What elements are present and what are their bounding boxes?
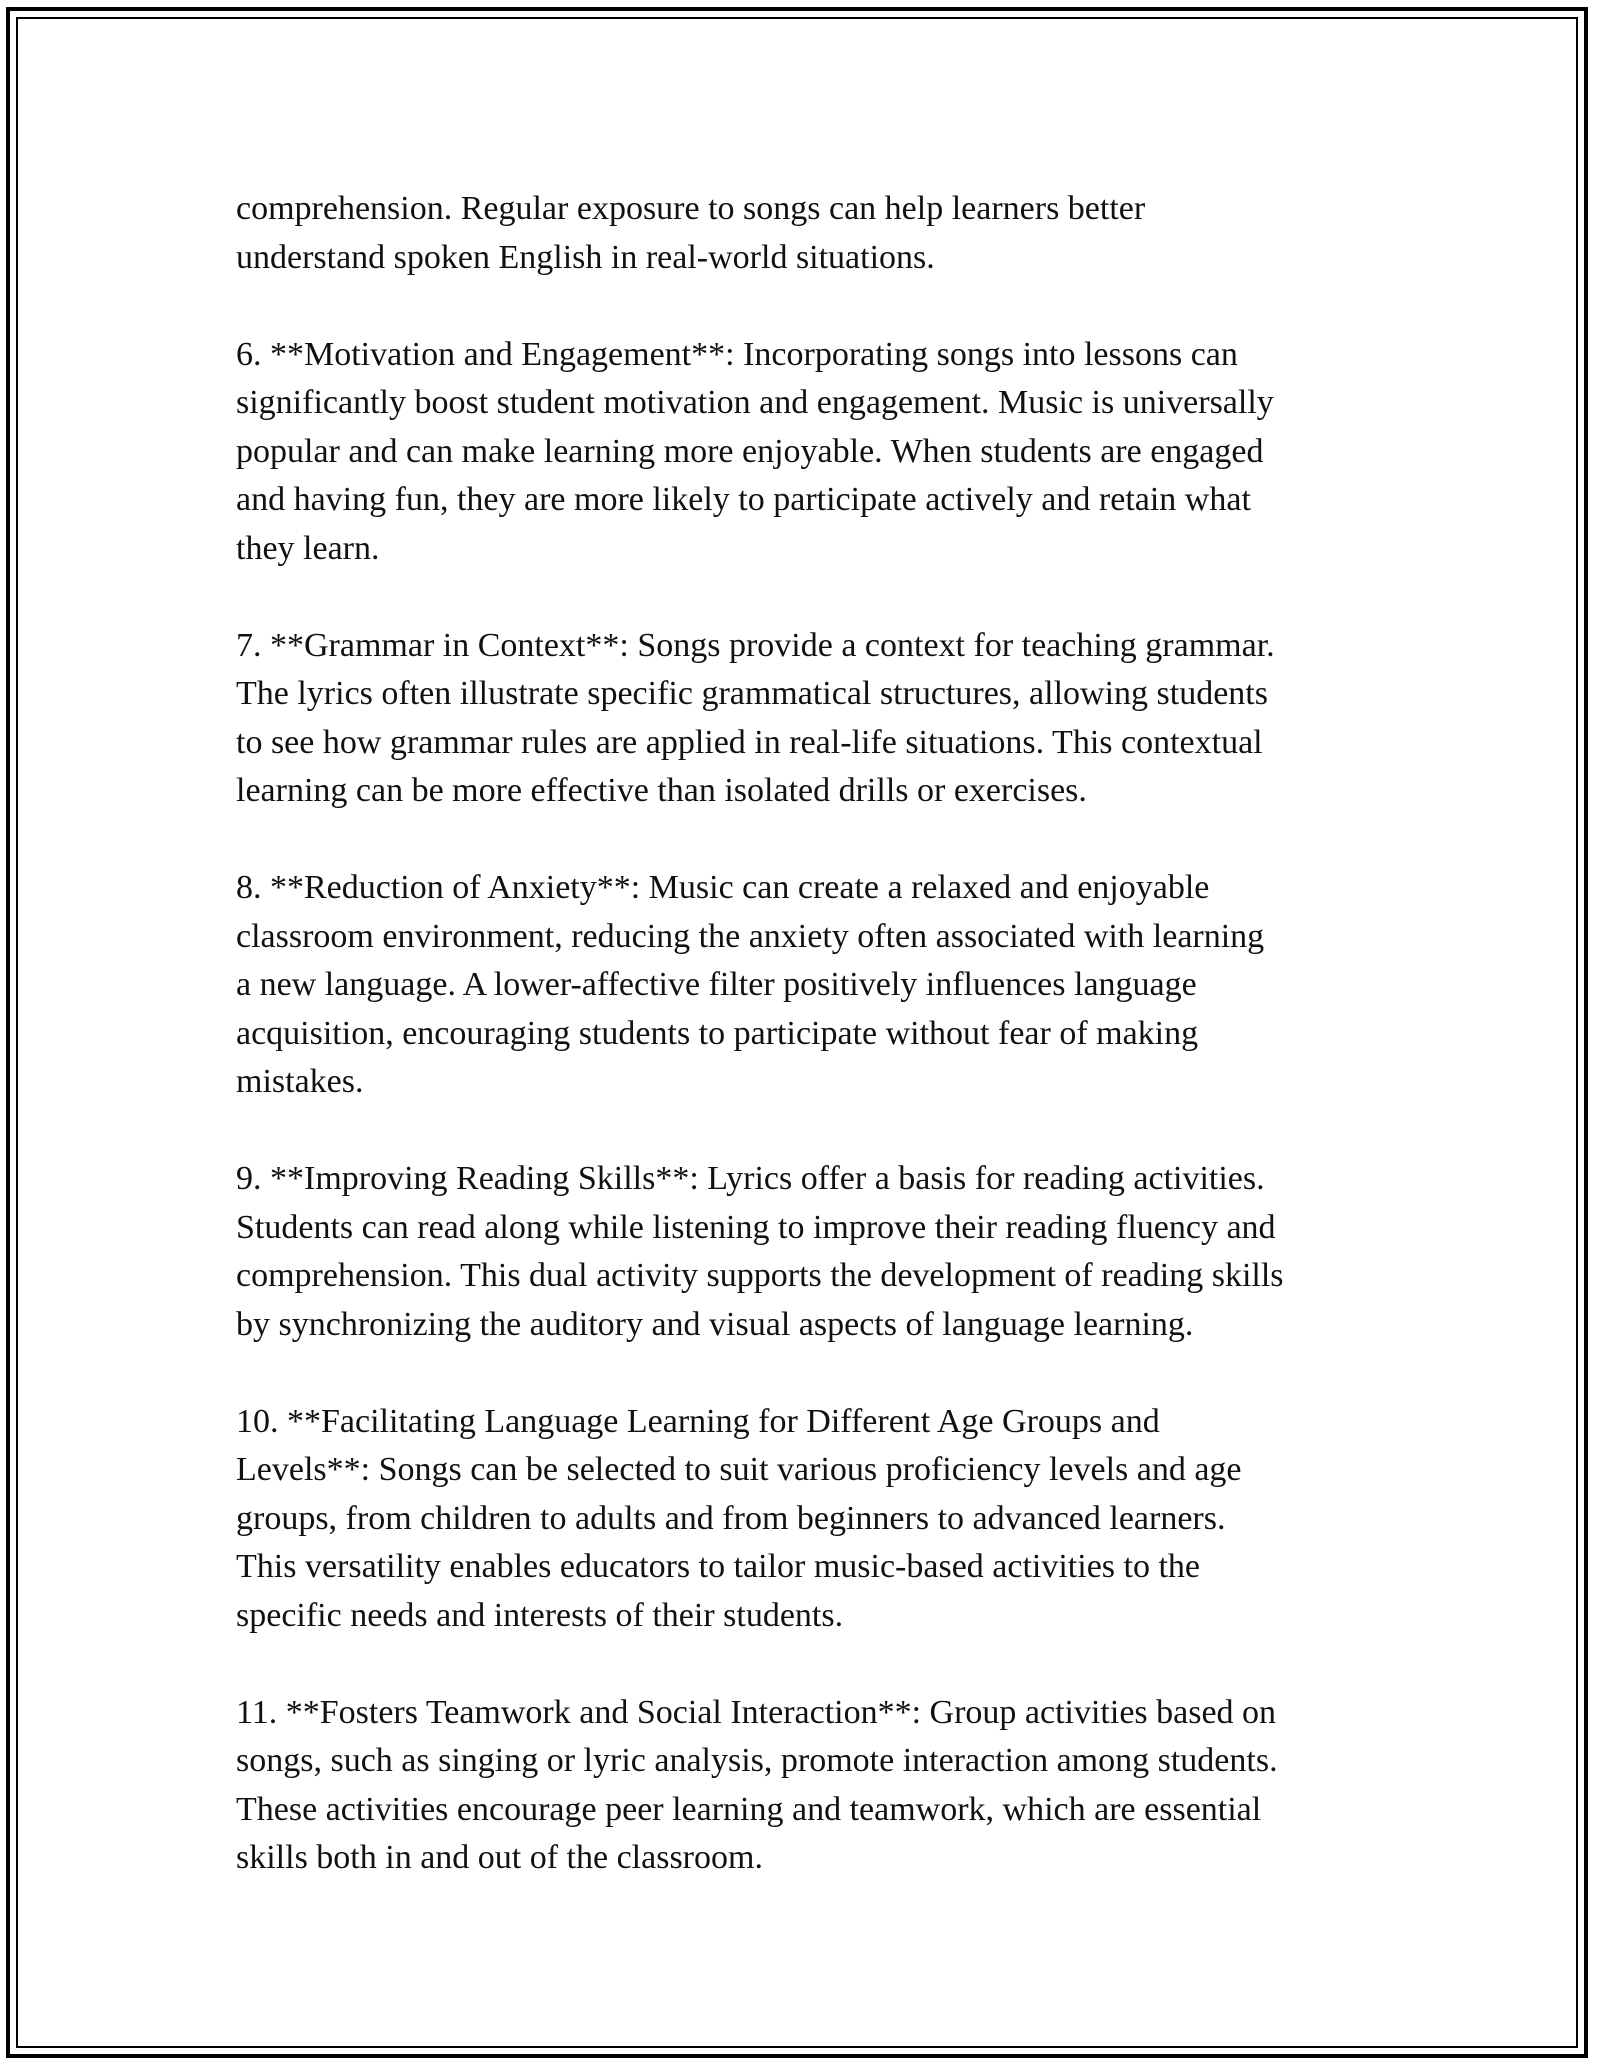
paragraph-motivation-engagement: 6. **Motivation and Engagement**: Incorporating songs into lessons can significantly boost student motivation and engagement. Music is universally popular and can make learning more enjoyable. When students are engaged and having fun, they are more likely to participate actively and retain what they learn. bbox=[236, 335, 1274, 567]
paragraph-reduction-anxiety: 8. **Reduction of Anxiety**: Music can create a relaxed and enjoyable classroom environment, reducing the anxiety often associated with learning a new language. A lower-affective filter positively influences language acquisition, encouraging students to participate without fear of making mistakes. bbox=[236, 869, 1265, 1100]
paragraph-continuation: comprehension. Regular exposure to songs can help learners better understand spoken English in real-world situations. bbox=[236, 190, 1146, 276]
paragraph-age-groups-levels: 10. **Facilitating Language Learning for Different Age Groups and Levels**: Songs can be selected to suit various proficiency levels and age groups, from children to adults and from beginners to advanced learners. This versatility enables educators to tailor music-based activities to the specific needs and interests of their students. bbox=[236, 1402, 1242, 1634]
paragraph-teamwork-social: 11. **Fosters Teamwork and Social Interaction**: Group activities based on songs, such as singing or lyric analysis, promote interaction among students. These activities encourage peer learning and teamwork, which are essential skills both in and out of the classroom. bbox=[236, 1693, 1278, 1876]
document-body bbox=[236, 185, 1386, 1931]
paragraph-grammar-context: 7. **Grammar in Context**: Songs provide a context for teaching grammar. The lyrics often illustrate specific grammatical structures, allowing students to see how grammar rules are applied in real-life situations. This contextual learning can be more effective than isolated drills or exercises. bbox=[236, 626, 1275, 809]
paragraph-reading-skills: 9. **Improving Reading Skills**: Lyrics offer a basis for reading activities. Students can read along while listening to improve their reading fluency and comprehension. This dual activity supports the development of reading skills by synchronizing the auditory and visual aspects of language learning. bbox=[236, 1160, 1284, 1343]
